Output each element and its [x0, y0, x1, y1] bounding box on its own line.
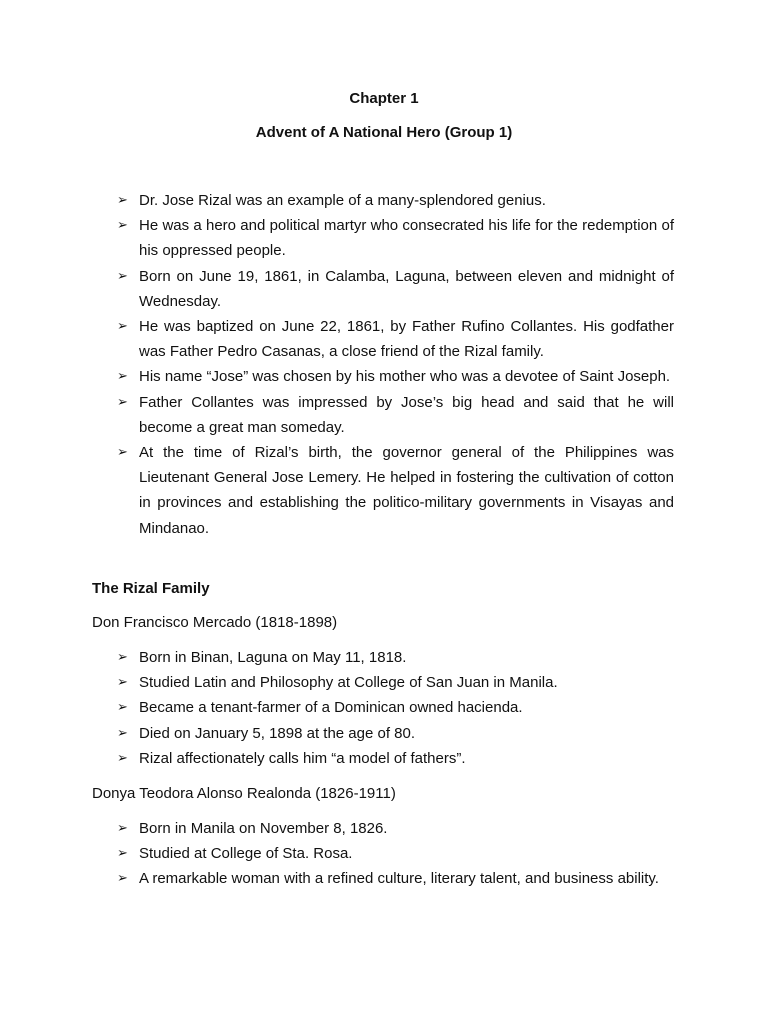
arrow-bullet-icon: ➢ [117, 750, 128, 766]
father-name: Don Francisco Mercado (1818-1898) [92, 614, 338, 631]
section-heading-rizal-family: The Rizal Family [92, 580, 210, 597]
intro-bullet-list [0, 188, 768, 541]
mother-name: Donya Teodora Alonso Realonda (1826-1911) [92, 785, 396, 802]
list-item: ➢ A remarkable woman with a refined culture, literary talent, and business ability. [0, 866, 768, 891]
arrow-bullet-icon: ➢ [117, 700, 128, 716]
arrow-bullet-icon: ➢ [117, 821, 128, 836]
list-item: ➢ Rizal affectionately calls him “a model of fathers”. [0, 746, 768, 771]
list-item: ➢ Father Collantes was impressed by Jose’s big head and said that he will become a great man someday. [0, 390, 768, 440]
list-item: ➢ Became a tenant-farmer of a Dominican owned hacienda. [0, 695, 768, 720]
list-item: ➢ Born in Binan, Laguna on May 11, 1818. [0, 645, 768, 670]
list-item: ➢ Studied Latin and Philosophy at College of San Juan in Manila. [0, 670, 768, 695]
arrow-bullet-icon: ➢ [117, 445, 128, 461]
arrow-bullet-icon: ➢ [117, 268, 128, 284]
arrow-bullet-icon: ➢ [117, 650, 128, 665]
list-item: ➢ Studied at College of Sta. Rosa. [0, 841, 768, 866]
chapter-subtitle: Advent of A National Hero (Group 1) [255, 124, 513, 141]
list-item: ➢ Born on June 19, 1861, in Calamba, Laguna, between eleven and midnight of Wednesday. [0, 264, 768, 314]
arrow-bullet-icon: ➢ [117, 394, 128, 410]
arrow-bullet-icon: ➢ [117, 193, 128, 208]
arrow-bullet-icon: ➢ [117, 846, 128, 862]
list-item: ➢ He was a hero and political martyr who consecrated his life for the redemption of his oppressed people. [0, 213, 768, 263]
arrow-bullet-icon: ➢ [117, 675, 128, 691]
mother-bullet-list [0, 816, 768, 892]
arrow-bullet-icon: ➢ [117, 319, 128, 335]
list-item: ➢ Born in Manila on November 8, 1826. [0, 816, 768, 841]
arrow-bullet-icon: ➢ [117, 725, 128, 741]
chapter-title: Chapter 1 [349, 90, 419, 107]
father-bullet-list [0, 645, 768, 771]
list-item: ➢ At the time of Rizal’s birth, the governor general of the Philippines was Lieutenant General Jose Lemery. He helped in fostering the cultivation of cotton in provinces and establishing the politico-military governments in Visayas and Mindanao. [0, 440, 768, 541]
arrow-bullet-icon: ➢ [117, 218, 128, 234]
arrow-bullet-icon: ➢ [117, 871, 128, 887]
list-item: ➢ His name “Jose” was chosen by his mother who was a devotee of Saint Joseph. [0, 364, 768, 389]
arrow-bullet-icon: ➢ [117, 369, 128, 385]
list-item: ➢ He was baptized on June 22, 1861, by Father Rufino Collantes. His godfather was Father Pedro Casanas, a close friend of the Rizal family. [0, 314, 768, 364]
list-item: ➢ Died on January 5, 1898 at the age of 80. [0, 721, 768, 746]
list-item: ➢ Dr. Jose Rizal was an example of a many-splendored genius. [0, 188, 768, 213]
